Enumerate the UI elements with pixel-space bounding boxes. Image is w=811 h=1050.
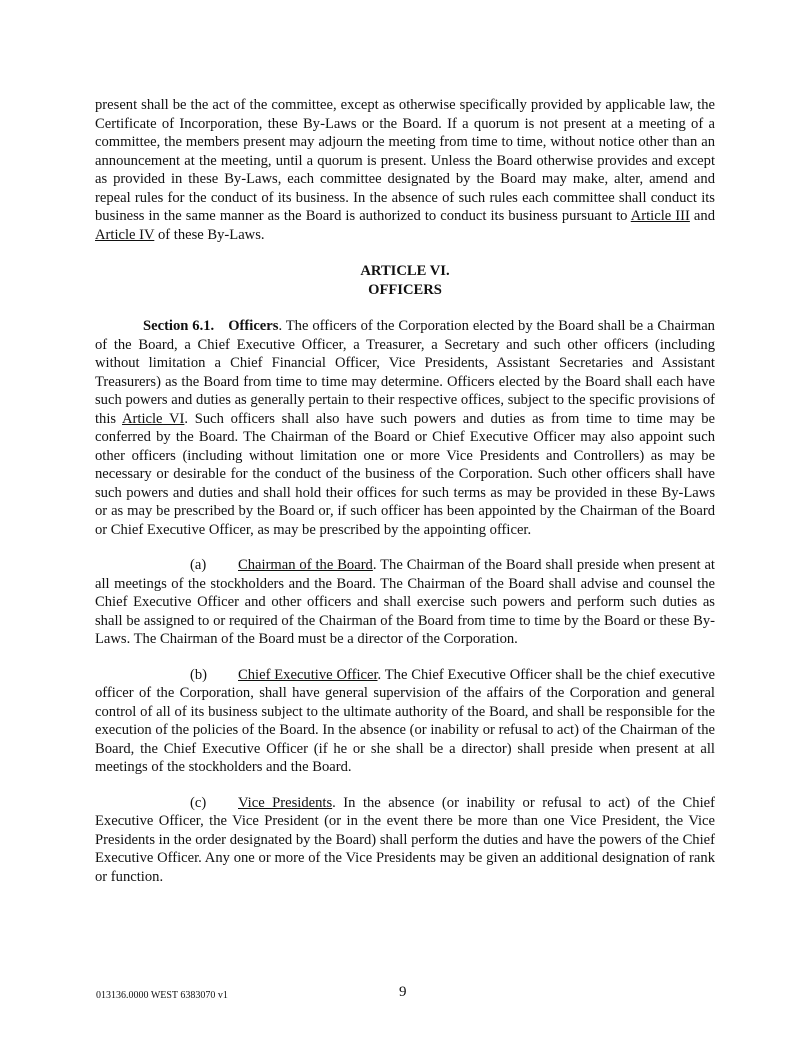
subsection-c: (c) Vice Presidents. In the absence (or inability or refusal to act) of the Chief Executive Officer, the Vice President (or in the event there be more than one Vice President, the Vice Presidents in the order designated by the Board) shall perform the duties and have the powers of the Chief Executive Officer. Any one or more of the Vice Presidents may be given an additional designation of rank or function. [95, 794, 715, 885]
footer-document-id: 013136.0000 WEST 6383070 v1 [96, 990, 228, 1001]
article-number: ARTICLE VI. [360, 263, 450, 279]
intro-paragraph: present shall be the act of the committee, except as otherwise specifically provided by applicable law, the Certificate of Incorporation, these By-Laws or the Board. If a quorum is not present at a meeting of a committee, the members present may adjourn the meeting from time to time, without notice other than an announcement at the meeting, until a quorum is present. Unless the Board otherwise provides and except as provided in these By-Laws, each committee designated by the Board may make, alter, amend and repeal rules for the conduct of its business. In the absence of such rules each committee shall conduct its business in the same manner as the Board is authorized to conduct its business pursuant to Article III and Article IV of these By-Laws. [95, 97, 715, 243]
document-page [95, 96, 715, 886]
subsection-label: (b) [190, 666, 208, 683]
article-vi-reference: Article VI [122, 410, 185, 427]
subsection-title: Chief Executive Officer [238, 666, 378, 683]
subsection-label: (a) [190, 557, 207, 573]
subsection-a: (a) Chairman of the Board. The Chairman of the Board shall preside when present at all meetings of the stockholders and the Board. The Chairman of the Board shall advise and counsel the Chief Executive Officer and other officers and shall exercise such powers and perform such duties as shall be assigned to or required of the Chairman of the Board from time to time by the Board or these By-Laws. The Chairman of the Board must be a director of the Corporation. [95, 557, 715, 647]
section-number: Section 6.1. [143, 318, 215, 334]
section-title: Officers [228, 318, 279, 334]
section-6-1: Section 6.1. Officers. The officers of the Corporation elected by the Board shall be a Chairman of the Board, a Chief Executive Officer, a Treasurer, a Secretary and such other officers (including without limitation a Chief Financial Officer, Vice Presidents, Assistant Secretaries and Assistant Treasurers) as the Board from time to time may determine. Officers elected by the Board shall each have such powers and duties as generally pertain to their respective offices, subject to the specific provisions of this Article VI. Such officers shall also have such powers and duties as from time to time may be conferred by the Board. The Chairman of the Board or Chief Executive Officer may also appoint such other officers (including without limitation one or more Vice Presidents and Controllers) as may be necessary or desirable for the conduct of the business of the Corporation. Such other officers shall have such powers and duties and shall hold their offices for such terms as may be provided in these By-Laws or as may be prescribed by the Board or, if such officer has been appointed by the Chairman of the Board or Chief Executive Officer, as may be prescribed by the appointing officer. [95, 318, 715, 538]
article-iii-reference: Article III [630, 208, 690, 224]
subsection-b: (b) Chief Executive Officer. The Chief Executive Officer shall be the chief executive officer of the Corporation, shall have general supervision of the affairs of the Corporation and general control of all of its business subject to the ultimate authority of the Board, and shall be responsible for the execution of the policies of the Board. In the absence (or inability or refusal to act) of the Chairman of the Board, the Chief Executive Officer (if he or she shall be a director) shall preside when present at all meetings of the stockholders and the Board. [95, 666, 716, 775]
subsection-label: (c) [190, 794, 207, 811]
footer-page-number: 9 [399, 984, 407, 1000]
subsection-title: Chairman of the Board [238, 557, 373, 573]
article-iv-reference: Article IV [95, 226, 155, 243]
article-heading [95, 262, 715, 300]
subsection-title: Vice Presidents [238, 794, 333, 811]
article-title: OFFICERS [368, 282, 442, 298]
